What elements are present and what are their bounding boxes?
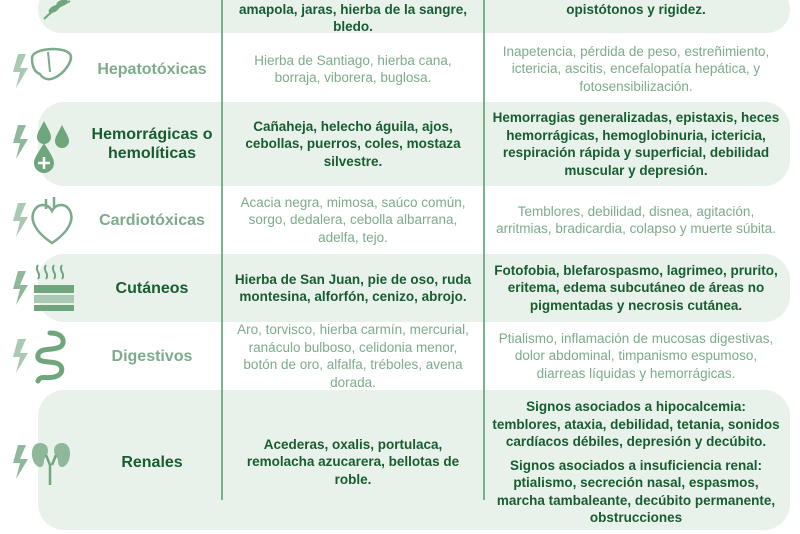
signs-text: ptialismo, secreción nasal, espasmos, marcha tambaleante, decúbito permanente, obstrucciones [496, 475, 776, 525]
signs-cell [484, 390, 788, 530]
skin-icon [0, 254, 82, 322]
category-name: Cardiotóxicas [99, 211, 205, 229]
blood-drops-icon [0, 102, 82, 186]
plants-cell: Hierba de Santiago, hierba cana, borraja, viborera, buglosa. [254, 52, 452, 85]
kidneys-icon [0, 390, 82, 534]
plants-cell: Acacia negra, mimosa, saúco común, sorgo, dedalera, cebolla albarrana, adelfa, tejo. [240, 194, 466, 245]
category-name: Renales [121, 453, 183, 471]
plants-cell: Acederas, oxalis, portulaca, remolacha azucarera, bellotas de roble. [246, 436, 460, 487]
signs-cell: Ptialismo, inflamación de mucosas digestivas, dolor abdominal, timpanismo espumoso, diarreas líquidas y hemorrágicas. [498, 330, 774, 381]
table-row [0, 186, 800, 254]
plants-cell: Hierba de San Juan, pie de oso, ruda montesina, alforfón, cenizo, abrojo. [234, 271, 472, 304]
signs-heading: Signos asociados a insuficiencia renal: [509, 457, 763, 473]
column-separator [483, 0, 485, 500]
table-row [0, 390, 800, 530]
signs-heading: Signos asociados a hipocalcemia: [526, 399, 746, 414]
signs-cell: Inapetencia, pérdida de peso, estreñimiento, ictericia, ascitis, encefalopatía hepática, y fotosensibilización. [502, 43, 770, 94]
intestine-icon [0, 322, 82, 390]
plants-cell: amapola, jaras, hierba de la sangre, bledo. [238, 1, 468, 35]
plants-cell: Cañaheja, helecho águila, ajos, cebollas, puerros, coles, mostaza silvestre. [245, 118, 461, 169]
signs-cell: opistótonos y rigidez. [566, 1, 706, 17]
column-separator [221, 0, 223, 500]
category-name [82, 0, 222, 33]
signs-cell: Temblores, debilidad, disnea, agitación, arritmias, bradicardia, colapso y muerte súbita. [496, 203, 776, 236]
signs-block-hypocalcemia [492, 398, 780, 451]
signs-cell: Hemorragias generalizadas, epistaxis, heces hemorrágicas, hemoglobinuria, ictericia, respiración rápida y superficial, debilidad muscular y depresión. [492, 110, 780, 178]
plants-cell: Aro, torvisco, hierba carmín, mercurial, ranáculo bulboso, celidonia menor, botón de oro, alfalfa, tréboles, avena dorada. [237, 322, 469, 390]
heart-icon [0, 186, 82, 254]
table-row [0, 254, 800, 322]
signs-cell: Fotofobia, blefarospasmo, lagrimeo, prurito, eritema, edema subcutáneo de áreas no pigmentadas y necrosis cutánea. [494, 262, 778, 313]
signs-block-renal [492, 457, 780, 527]
category-name: Hemorrágicas o hemolíticas [91, 126, 213, 162]
liver-icon [0, 35, 82, 103]
category-name: Hepatotóxicas [97, 60, 207, 78]
table-row [0, 35, 800, 103]
sprig-icon [0, 0, 82, 33]
table-row [0, 322, 800, 390]
table-row [0, 0, 800, 33]
category-name: Cutáneos [115, 279, 189, 297]
table-row [0, 102, 800, 186]
signs-text: temblores, ataxia, debilidad, tetania, sonidos cardíacos débiles, depresión y decúbito. [492, 416, 780, 449]
category-name: Digestivos [111, 347, 193, 365]
